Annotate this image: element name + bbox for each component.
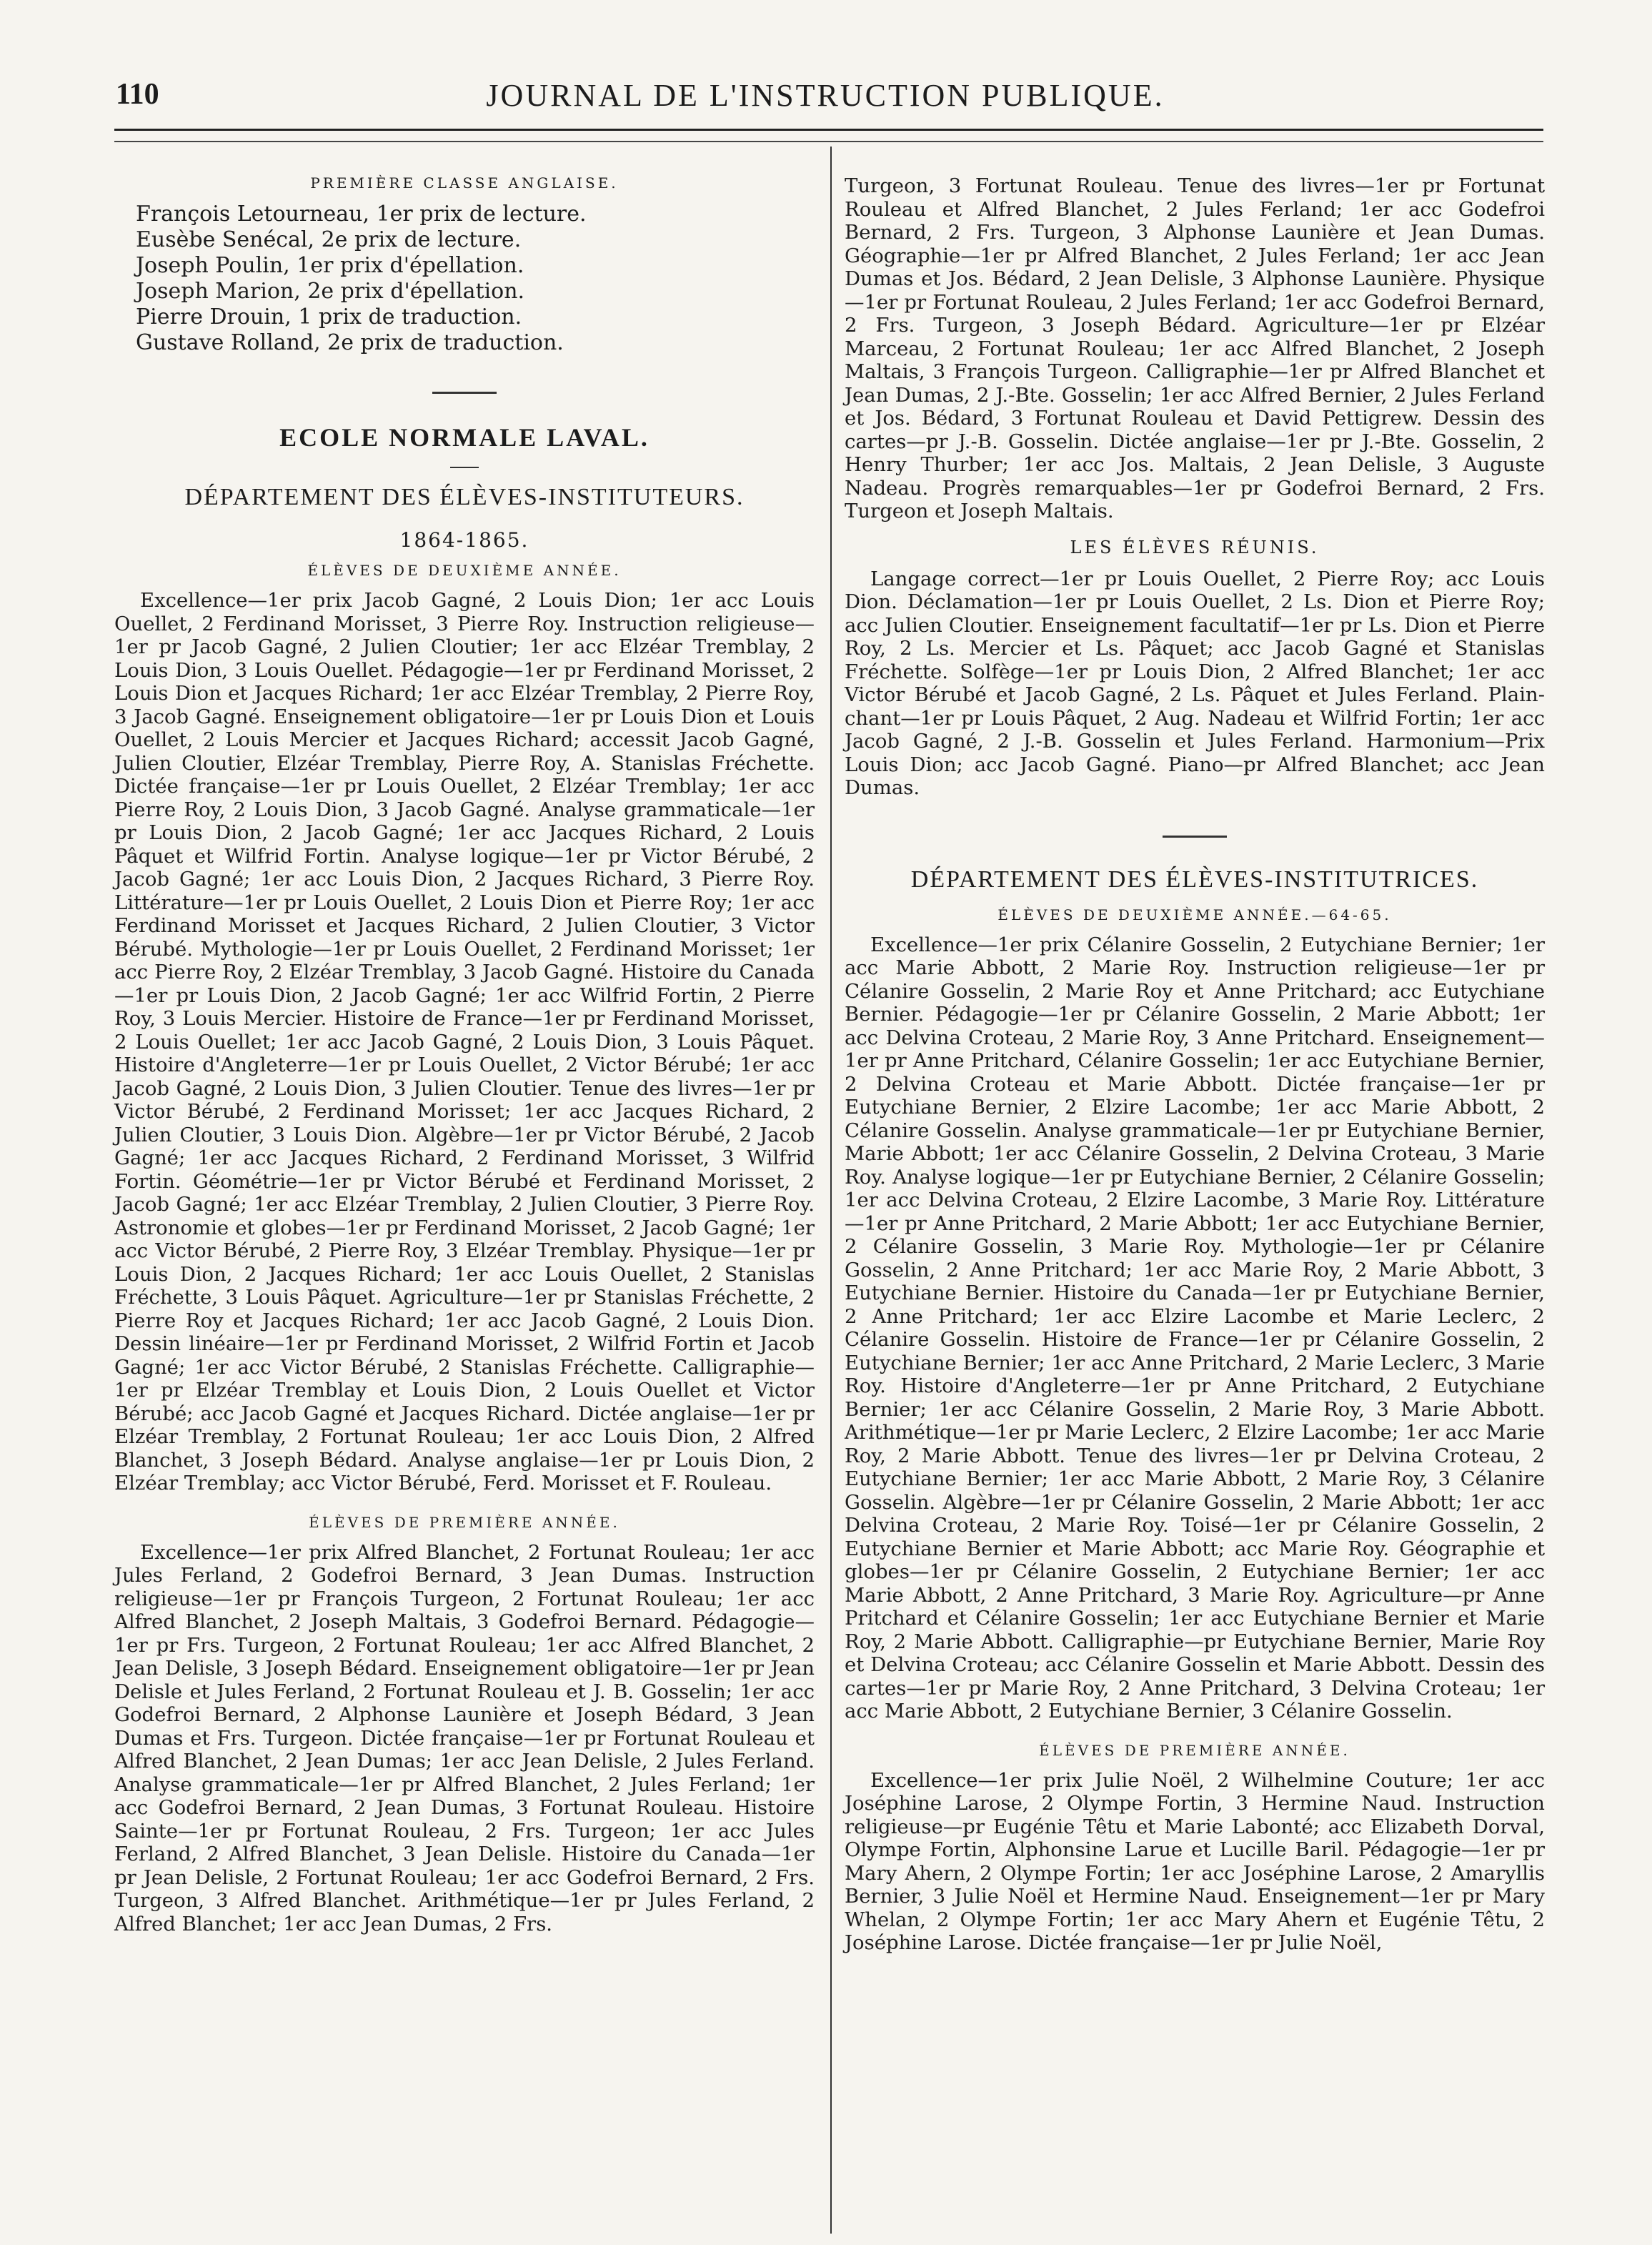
left-column	[114, 164, 815, 1941]
list-item: Joseph Marion, 2e prix d'épellation.	[136, 279, 525, 304]
eleves-reunis-heading: LES ÉLÈVES RÉUNIS.	[1070, 537, 1320, 557]
premiere-classe-anglaise-heading: PREMIÈRE CLASSE ANGLAISE.	[310, 174, 619, 192]
right-column	[845, 164, 1545, 1961]
eleves-reunis-prizes: Langage correct—1er pr Louis Ouellet, 2 Pierre Roy; acc Louis Dion. Déclamation—1er pr Louis Ouellet, 2 Ls. Dion et Pierre Roy; acc Julien Cloutier. Enseignement facultatif—1er pr Ls. Dion et Pierre Roy, 2 Ls. Mercier et Ls. Pâquet; acc Jacob Gagné et Stanislas Fréchette. Solfège—1er pr Louis Dion, 2 Alfred Blanchet; 1er acc Victor Bérubé et Jacob Gagné, 2 Ls. Pâquet et Jules Ferland. Plain-chant—1er pr Louis Pâquet, 2 Aug. Nadeau et Wilfrid Fortin; 1er acc Jacob Gagné, 2 J.-B. Gosselin et Jules Ferland. Harmonium—Prix Louis Dion; acc Jacob Gagné. Piano—pr Alfred Blanchet; acc Jean Dumas.	[845, 567, 1545, 799]
section-divider	[432, 392, 497, 394]
page-header	[107, 74, 1543, 124]
journal-title: JOURNAL DE L'INSTRUCTION PUBLIQUE.	[486, 78, 1165, 113]
header-rule	[114, 129, 1543, 142]
list-item: Gustave Rolland, 2e prix de traduction.	[136, 330, 564, 355]
school-years: 1864-1865.	[399, 528, 529, 552]
list-item: Pierre Drouin, 1 prix de traduction.	[136, 304, 522, 329]
premiere-annee-prizes: Excellence—1er prix Julie Noël, 2 Wilhelmine Couture; 1er acc Joséphine Larose, 2 Olympe Fortin, 3 Hermine Naud. Instruction religieuse—pr Eugénie Têtu et Marie Labonté; acc Elizabeth Dorval, Olympe Fortin, Alphonsine Larue et Lucille Baril. Pédagogie—1er pr Mary Ahern, 2 Olympe Fortin; 1er acc Joséphine Larose, 2 Amaryllis Bernier, 3 Julie Noël et Hermine Naud. Enseignement—1er pr Mary Whelan, 2 Olympe Fortin; 1er acc Mary Ahern et Eugénie Têtu, 2 Joséphine Larose. Dictée française—1er pr Julie Noël,	[845, 1768, 1545, 1954]
school-title: ECOLE NORMALE LAVAL.	[279, 423, 650, 452]
deuxieme-annee-heading: ÉLÈVES DE DEUXIÈME ANNÉE.	[307, 562, 622, 579]
list-item: François Letourneau, 1er prix de lecture.	[136, 202, 587, 227]
prize-list	[114, 202, 815, 356]
premiere-annee-heading: ÉLÈVES DE PREMIÈRE ANNÉE.	[1039, 1741, 1350, 1759]
deuxieme-annee-prizes: Excellence—1er prix Célanire Gosselin, 2 Eutychiane Bernier; 1er acc Marie Abbott, 2 Marie Roy. Instruction religieuse—1er pr Célanire Gosselin, 2 Marie Roy et Anne Pritchard; acc Eutychiane Bernier. Pédagogie—1er pr Célanire Gosselin, 2 Marie Abbott; 1er acc Delvina Croteau, 2 Marie Roy, 3 Anne Pritchard. Enseignement—1er pr Anne Pritchard, Célanire Gosselin; 1er acc Eutychiane Bernier, 2 Delvina Croteau et Marie Abbott. Dictée française—1er pr Eutychiane Bernier, 2 Elzire Lacombe; 1er acc Marie Abbott, 2 Célanire Gosselin. Analyse grammaticale—1er pr Eutychiane Bernier, Marie Abbott; 1er acc Célanire Gosselin, 2 Delvina Croteau, 3 Marie Roy. Analyse logique—1er pr Eutychiane Bernier, 2 Célanire Gosselin; 1er acc Delvina Croteau, 2 Elzire Lacombe, 3 Marie Roy. Littérature—1er pr Anne Pritchard, 2 Marie Abbott; 1er acc Eutychiane Bernier, 2 Célanire Gosselin, 3 Marie Roy. Mythologie—1er pr Célanire Gosselin, 2 Anne Pritchard; 1er acc Marie Roy, 2 Marie Abbott, 3 Eutychiane Bernier. Histoire du Canada—1er pr Eutychiane Bernier, 2 Anne Pritchard; 1er acc Elzire Lacombe et Marie Leclerc, 2 Célanire Gosselin. Histoire de France—1er pr Célanire Gosselin, 2 Eutychiane Bernier; 1er acc Anne Pritchard, 2 Marie Leclerc, 3 Marie Roy. Histoire d'Angleterre—1er pr Anne Pritchard, 2 Eutychiane Bernier; 1er acc Célanire Gosselin, 2 Marie Roy, 3 Marie Abbott. Arithmétique—1er pr Marie Leclerc, 2 Elzire Lacombe; 1er acc Marie Roy, 2 Marie Abbott. Tenue des livres—1er pr Delvina Croteau, 2 Eutychiane Bernier; 1er acc Marie Abbott, 2 Marie Roy, 3 Célanire Gosselin. Algèbre—1er pr Célanire Gosselin, 2 Marie Abbott; 1er acc Delvina Croteau, 2 Marie Roy. Toisé—1er pr Célanire Gosselin, 2 Eutychiane Bernier et Marie Abbott; acc Marie Roy. Géographie et globes—1er pr Célanire Gosselin, 2 Eutychiane Bernier; 1er acc Marie Abbott, 2 Anne Pritchard, 3 Marie Roy. Agriculture—pr Anne Pritchard et Célanire Gosselin; 1er acc Eutychiane Bernier et Marie Roy, 2 Marie Abbott. Calligraphie—pr Eutychiane Bernier, Marie Roy et Delvina Croteau; acc Célanire Gosselin et Marie Abbott. Dessin des cartes—1er pr Marie Roy, 2 Anne Pritchard, 3 Delvina Croteau; 1er acc Marie Abbott, 2 Eutychiane Bernier, 3 Célanire Gosselin.	[845, 933, 1545, 1723]
heading-divider	[450, 467, 479, 468]
deuxieme-annee-prizes: Excellence—1er prix Jacob Gagné, 2 Louis Dion; 1er acc Louis Ouellet, 2 Ferdinand Morisset, 3 Pierre Roy. Instruction religieuse—1er pr Jacob Gagné, 2 Julien Cloutier; 1er acc Elzéar Tremblay, 2 Louis Dion, 3 Louis Ouellet. Pédagogie—1er pr Ferdinand Morisset, 2 Louis Dion et Jacques Richard; 1er acc Elzéar Tremblay, 2 Pierre Roy, 3 Jacob Gagné. Enseignement obligatoire—1er pr Louis Dion et Louis Ouellet, 2 Louis Mercier et Jacques Richard; accessit Jacob Gagné, Julien Cloutier, Elzéar Tremblay, Pierre Roy, A. Stanislas Fréchette. Dictée française—1er pr Louis Ouellet, 2 Elzéar Tremblay; 1er acc Pierre Roy, 2 Louis Dion, 3 Jacob Gagné. Analyse grammaticale—1er pr Louis Dion, 2 Jacob Gagné; 1er acc Jacques Richard, 2 Louis Pâquet et Wilfrid Fortin. Analyse logique—1er pr Victor Bérubé, 2 Jacob Gagné; 1er acc Louis Dion, 2 Jacques Richard, 3 Pierre Roy. Littérature—1er pr Louis Ouellet, 2 Louis Dion et Pierre Roy; 1er acc Ferdinand Morisset et Jacques Richard, 2 Julien Cloutier, 3 Victor Bérubé. Mythologie—1er pr Louis Ouellet, 2 Ferdinand Morisset; 1er acc Pierre Roy, 2 Elzéar Tremblay, 3 Jacob Gagné. Histoire du Canada—1er pr Louis Dion, 2 Jacob Gagné; 1er acc Wilfrid Fortin, 2 Pierre Roy, 3 Louis Mercier. Histoire de France—1er pr Ferdinand Morisset, 2 Louis Ouellet; 1er acc Jacob Gagné, 2 Louis Dion, 3 Louis Pâquet. Histoire d'Angleterre—1er pr Louis Ouellet, 2 Victor Bérubé; 1er acc Jacob Gagné, 2 Louis Dion, 3 Julien Cloutier. Tenue des livres—1er pr Victor Bérubé, 2 Ferdinand Morisset; 1er acc Jacques Richard, 2 Julien Cloutier, 3 Louis Dion. Algèbre—1er pr Victor Bérubé, 2 Jacob Gagné; 1er acc Jacques Richard, 2 Ferdinand Morisset, 3 Wilfrid Fortin. Géométrie—1er pr Victor Bérubé et Ferdinand Morisset, 2 Jacob Gagné; 1er acc Elzéar Tremblay, 2 Julien Cloutier, 3 Pierre Roy. Astronomie et globes—1er pr Ferdinand Morisset, 2 Jacob Gagné; 1er acc Victor Bérubé, 2 Pierre Roy, 3 Elzéar Tremblay. Physique—1er pr Louis Dion, 2 Jacques Richard; 1er acc Louis Ouellet, 2 Stanislas Fréchette, 3 Louis Pâquet. Agriculture—1er pr Stanislas Fréchette, 2 Pierre Roy et Jacques Richard; 1er acc Jacob Gagné, 2 Louis Dion. Dessin linéaire—1er pr Ferdinand Morisset, 2 Wilfrid Fortin et Jacob Gagné; 1er acc Victor Bérubé, 2 Stanislas Fréchette. Calligraphie—1er pr Elzéar Tremblay et Louis Dion, 2 Louis Ouellet et Victor Bérubé; acc Jacob Gagné et Jacques Richard. Dictée anglaise—1er pr Elzéar Tremblay, 2 Fortunat Rouleau; 1er acc Louis Dion, 2 Alfred Blanchet, 3 Joseph Bédard. Analyse anglaise—1er pr Louis Dion, 2 Elzéar Tremblay; acc Victor Bérubé, Ferd. Morisset et F. Rouleau.	[114, 589, 815, 1495]
deuxieme-annee-heading: ÉLÈVES DE DEUXIÈME ANNÉE.—64-65.	[997, 906, 1392, 923]
page-number: 110	[116, 78, 159, 111]
list-item: Eusèbe Senécal, 2e prix de lecture.	[136, 227, 522, 252]
premiere-annee-prizes: Excellence—1er prix Alfred Blanchet, 2 Fortunat Rouleau; 1er acc Jules Ferland, 2 Godefroi Bernard, 3 Jean Dumas. Instruction religieuse—1er pr François Turgeon, 2 Fortunat Rouleau; 1er acc Alfred Blanchet, 2 Joseph Maltais, 3 Godefroi Bernard. Pédagogie—1er pr Frs. Turgeon, 2 Fortunat Rouleau; 1er acc Alfred Blanchet, 2 Jean Delisle, 3 Joseph Bédard. Enseignement obligatoire—1er pr Jean Delisle et Jules Ferland, 2 Fortunat Rouleau et J. B. Gosselin; 1er acc Godefroi Bernard, 2 Alphonse Launière et Joseph Bédard, 3 Jean Dumas et Frs. Turgeon. Dictée française—1er pr Fortunat Rouleau et Alfred Blanchet, 2 Jean Dumas; 1er acc Jean Delisle, 2 Jules Ferland. Analyse grammaticale—1er pr Alfred Blanchet, 2 Jules Ferland; 1er acc Godefroi Bernard, 2 Jean Dumas, 3 Fortunat Rouleau. Histoire Sainte—1er pr Fortunat Rouleau, 2 Frs. Turgeon; 1er acc Jules Ferland, 2 Alfred Blanchet, 3 Jean Delisle. Histoire du Canada—1er pr Jean Delisle, 2 Fortunat Rouleau; 1er acc Godefroi Bernard, 2 Frs. Turgeon, 3 Alfred Blanchet. Arithmétique—1er pr Jules Ferland, 2 Alfred Blanchet; 1er acc Jean Dumas, 2 Frs.	[114, 1540, 815, 1936]
column-divider	[830, 147, 832, 2234]
section-divider	[1163, 836, 1227, 838]
department-title: DÉPARTEMENT DES ÉLÈVES-INSTITUTEURS.	[184, 484, 745, 510]
continuation-prizes: Turgeon, 3 Fortunat Rouleau. Tenue des livres—1er pr Fortunat Rouleau et Alfred Blanchet, 2 Jules Ferland; 1er acc Godefroi Bernard, 2 Frs. Turgeon, 3 Alphonse Launière et Jean Dumas. Géographie—1er pr Alfred Blanchet, 2 Jules Ferland; 1er acc Jean Dumas et Jos. Bédard, 2 Jean Delisle, 3 Alphonse Launière. Physique—1er pr Fortunat Rouleau, 2 Jules Ferland; 1er acc Godefroi Bernard, 2 Frs. Turgeon, 3 Joseph Bédard. Agriculture—1er pr Elzéar Marceau, 2 Fortunat Rouleau; 1er acc Alfred Blanchet, 2 Joseph Maltais, 3 François Turgeon. Calligraphie—1er pr Alfred Blanchet et Jean Dumas, 2 J.-Bte. Gosselin; 1er acc Alfred Bernier, 2 Jules Ferland et Jos. Bédard, 3 Fortunat Rouleau et David Pettigrew. Dessin des cartes—pr J.-B. Gosselin. Dictée anglaise—1er pr J.-Bte. Gosselin, 2 Henry Thurber; 1er acc Jos. Maltais, 2 Jean Delisle, 3 Auguste Nadeau. Progrès remarquables—1er pr Godefroi Bernard, 2 Frs. Turgeon et Joseph Maltais.	[845, 174, 1545, 522]
department-title: DÉPARTEMENT DES ÉLÈVES-INSTITUTRICES.	[910, 866, 1479, 893]
list-item: Joseph Poulin, 1er prix d'épellation.	[136, 253, 524, 278]
premiere-annee-heading: ÉLÈVES DE PREMIÈRE ANNÉE.	[309, 1513, 620, 1531]
